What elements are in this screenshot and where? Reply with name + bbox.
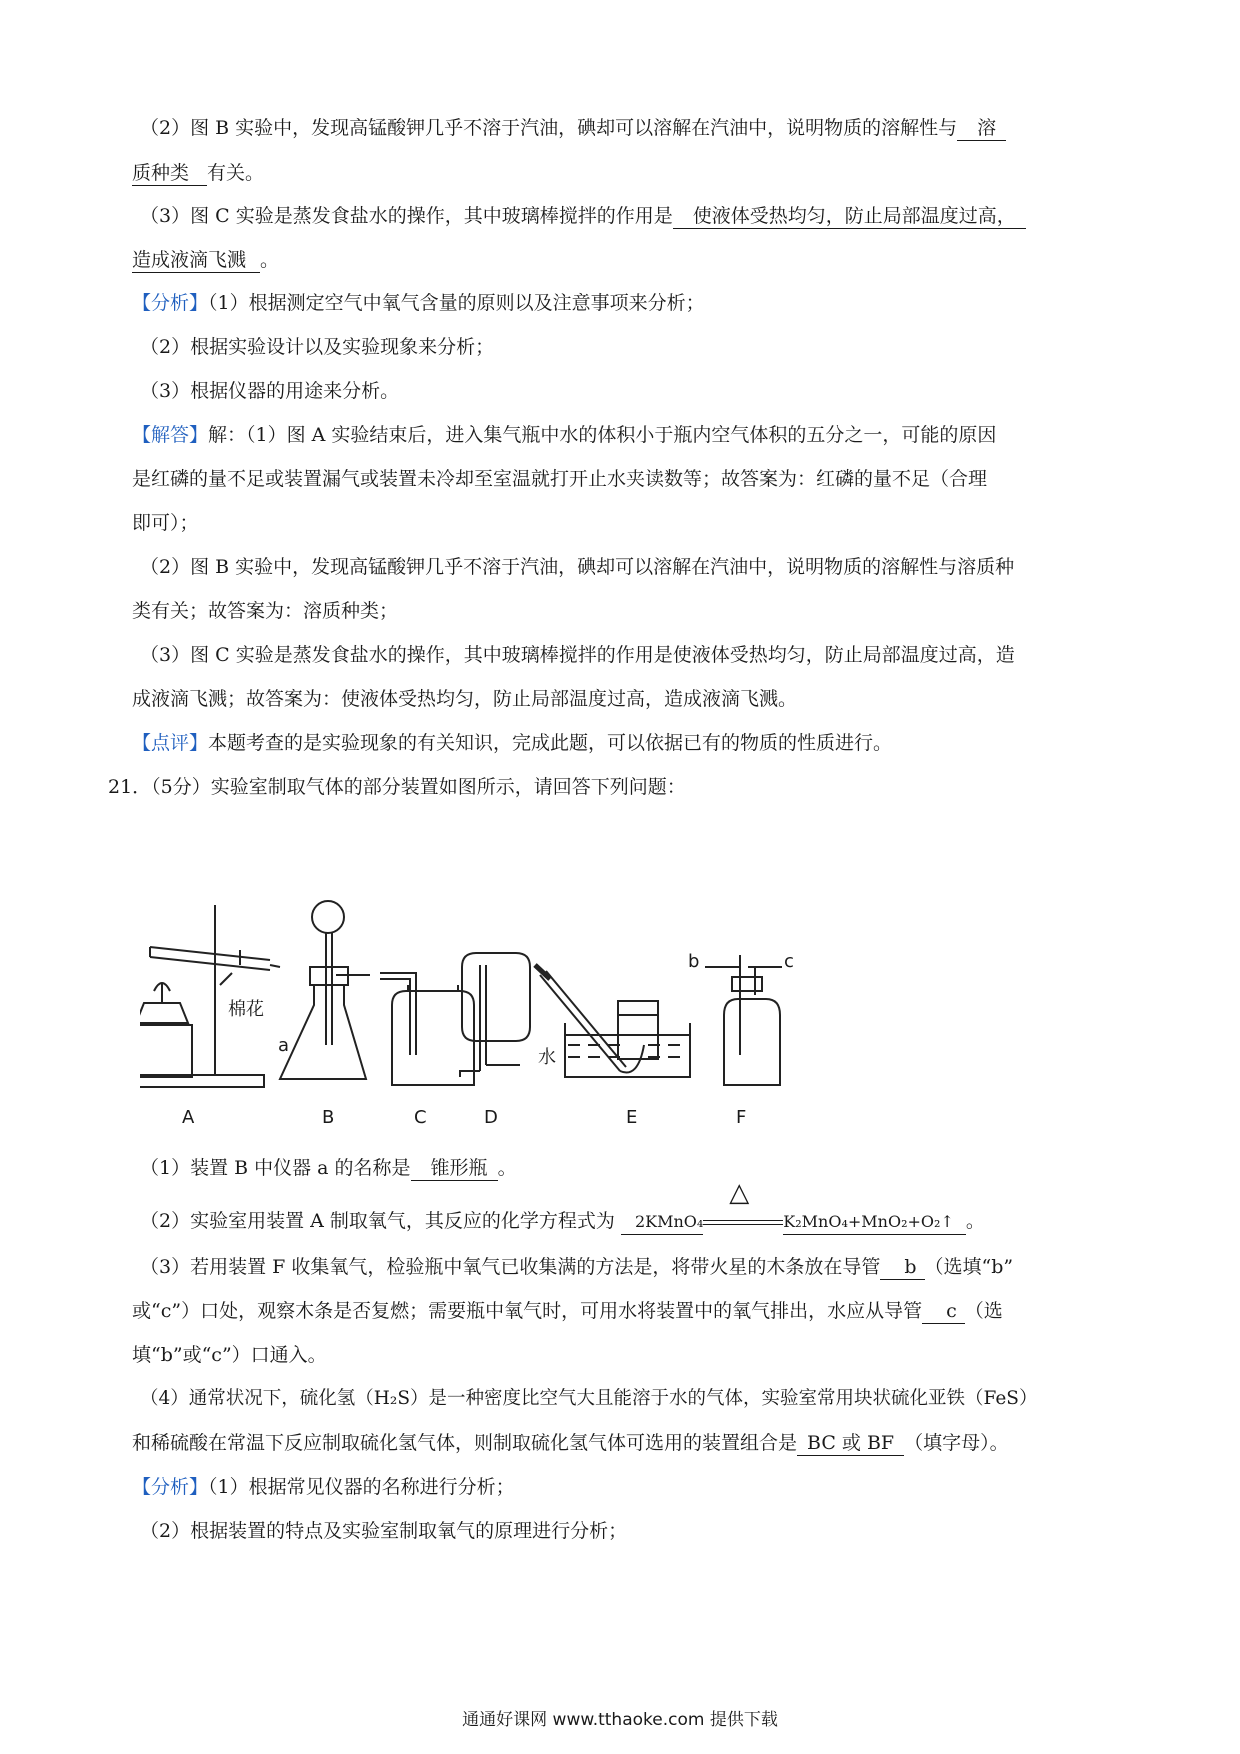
question-20-part2: （2）图 B 实验中，发现高锰酸钾几乎不溶于汽油，碘却可以溶解在汽油中，说明物质的溶解性与 溶 <box>140 115 1006 141</box>
answer-tag: 【解答】 <box>132 424 209 446</box>
analysis-tag: 【分析】 <box>132 292 209 314</box>
answer-line: （3）图 C 实验是蒸发食盐水的操作，其中玻璃棒搅拌的作用是使液体受热均匀，防止局部温度过高，造 <box>140 644 1015 666</box>
label-b: b <box>688 951 700 972</box>
answer-blank: 锥形瓶 <box>411 1156 498 1181</box>
figure-label-e: E <box>626 1107 638 1128</box>
figure-label-a: A <box>182 1107 195 1128</box>
analysis-line: 【分析】（1）根据常见仪器的名称进行分析； <box>132 1476 515 1498</box>
label-c: c <box>784 951 794 972</box>
question-21-part4-cont: 和稀硫酸在常温下反应制取硫化氢气体，则制取硫化氢气体可选用的装置组合是 BC 或 BF （填字母）。 <box>132 1432 1009 1454</box>
answer-blank: b <box>880 1255 924 1280</box>
answer-line: （2）图 B 实验中，发现高锰酸钾几乎不溶于汽油，碘却可以溶解在汽油中，说明物质的溶解性与溶质种 <box>140 556 1015 578</box>
question-20-part3: （3）图 C 实验是蒸发食盐水的操作，其中玻璃棒搅拌的作用是 使液体受热均匀，防止局部温度过高， <box>140 203 1026 229</box>
figure-label-f: F <box>736 1107 747 1128</box>
question-21-title: 21．（5分）实验室制取气体的部分装置如图所示，请回答下列问题： <box>108 776 686 798</box>
answer-blank: 溶 <box>957 116 1006 141</box>
answer-line: 成液滴飞溅；故答案为：使液体受热均匀，防止局部温度过高，造成液滴飞溅。 <box>132 688 798 710</box>
question-21-part2: （2）实验室用装置 A 制取氧气，其反应的化学方程式为 2KMnO₄ △ K₂MnO₄+MnO₂+O₂↑ 。 <box>140 1208 985 1235</box>
equation-lhs: 2KMnO₄ <box>621 1210 703 1235</box>
apparatus-figure <box>140 895 960 1135</box>
analysis-line: 【分析】（1）根据测定空气中氧气含量的原则以及注意事项来分析； <box>132 292 705 314</box>
question-21-part3-cont: 或“c”）口处，观察木条是否复燃；需要瓶中氧气时，可用水将装置中的氧气排出，水应从导管 c （选 <box>132 1300 1003 1322</box>
label-cotton: 棉花 <box>228 999 264 1020</box>
apparatus-c <box>380 973 474 1085</box>
analysis-line: （2）根据装置的特点及实验室制取氧气的原理进行分析； <box>140 1520 628 1542</box>
label-a: a <box>278 1035 290 1056</box>
analysis-tag: 【分析】 <box>132 1476 209 1498</box>
question-21-part4: （4）通常状况下，硫化氢（H₂S）是一种密度比空气大且能溶于水的气体，实验室常用块状硫化亚铁（FeS） <box>140 1388 1038 1409</box>
figure-label-b: B <box>322 1107 335 1128</box>
answer-blank: 使液体受热均匀，防止局部温度过高， <box>673 204 1026 229</box>
figure-label-c: C <box>414 1107 427 1128</box>
apparatus-e <box>535 965 690 1077</box>
comment-line: 【点评】本题考查的是实验现象的有关知识，完成此题，可以依据已有的物质的性质进行。 <box>132 732 893 754</box>
comment-tag: 【点评】 <box>132 732 209 754</box>
answer-line: 即可）； <box>132 512 199 534</box>
answer-blank: 质种类 <box>132 161 207 186</box>
answer-line: 类有关；故答案为：溶质种类； <box>132 600 399 622</box>
question-21-part1: （1）装置 B 中仪器 a 的名称是 锥形瓶 。 <box>140 1157 517 1179</box>
answer-line: 是红磷的量不足或装置漏气或装置未冷却至室温就打开止水夹读数等；故答案为：红磷的量不足（合理 <box>132 468 988 490</box>
apparatus-d <box>460 953 530 1077</box>
equation-rhs: K₂MnO₄+MnO₂+O₂↑ <box>783 1210 966 1235</box>
answer-blank: 造成液滴飞溅 <box>132 248 260 273</box>
label-water: 水 <box>538 1047 556 1068</box>
analysis-line: （2）根据实验设计以及实验现象来分析； <box>140 336 495 358</box>
analysis-line: （3）根据仪器的用途来分析。 <box>140 380 400 402</box>
question-21-part3: （3）若用装置 F 收集氧气，检验瓶中氧气已收集满的方法是，将带火星的木条放在导管 b （选填“b” <box>140 1256 1014 1278</box>
question-21-part3-cont2: 填“b”或“c”）口通入。 <box>132 1344 327 1366</box>
answer-blank: c <box>922 1299 965 1324</box>
delta-symbol: △ <box>729 1178 750 1208</box>
page-footer: 通通好课网 www.tthaoke.com 提供下载 <box>462 1710 778 1730</box>
reaction-arrow <box>703 1178 783 1234</box>
figure-label-d: D <box>484 1107 498 1128</box>
question-20-part2-cont: 质种类 有关。 <box>132 162 265 184</box>
answer-line: 【解答】解：（1）图 A 实验结束后，进入集气瓶中水的体积小于瓶内空气体积的五分之一，可能的原因 <box>132 424 997 446</box>
question-20-part3-cont: 造成液滴飞溅 。 <box>132 249 280 271</box>
apparatus-f <box>705 955 782 1085</box>
apparatus-b <box>280 901 370 1079</box>
answer-blank: BC 或 BF <box>797 1431 904 1456</box>
